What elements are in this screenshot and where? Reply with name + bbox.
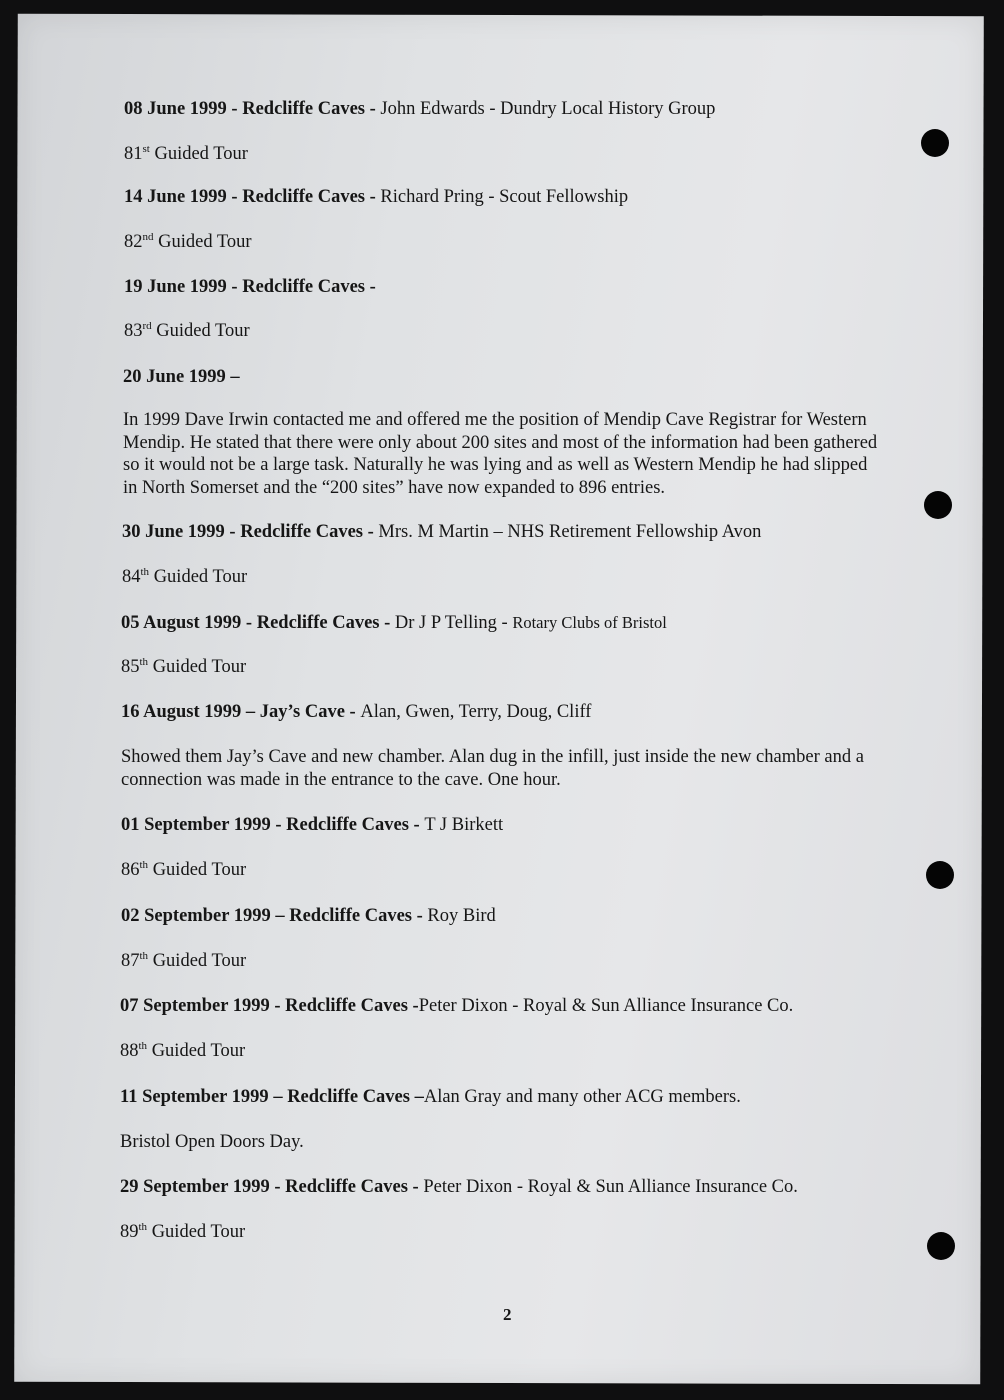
entry-place: Redcliffe Caves (285, 996, 408, 1016)
guided-tour-line (121, 950, 246, 973)
tour-ordinal-suffix: th (139, 859, 149, 871)
tour-number: 88 (120, 1041, 139, 1061)
entry-separator: - (226, 187, 243, 207)
entry-date: 01 September 1999 (121, 815, 271, 835)
entry-separator: - (411, 906, 428, 926)
entry-detail: John Edwards - Dundry Local History Group (380, 99, 716, 119)
entry-date: 08 June 1999 (124, 99, 227, 119)
tour-ordinal-suffix: st (142, 143, 150, 155)
entry-separator: - (365, 277, 376, 297)
open-doors-line: Bristol Open Doors Day. (120, 1132, 304, 1152)
tour-number: 84 (122, 567, 141, 587)
entry-separator: – (409, 1087, 424, 1107)
guided-tour-line (121, 656, 246, 679)
tour-label: Guided Tour (147, 1222, 246, 1242)
guided-tour-line (124, 143, 248, 166)
punch-hole (926, 861, 954, 889)
entry-detail: Mrs. M Martin – NHS Retirement Fellowship Avon (378, 522, 762, 542)
guided-tour-line (122, 566, 247, 589)
guided-tour-line (120, 1221, 245, 1244)
log-entry-heading (121, 905, 496, 928)
entry-place: Jay’s Cave (259, 702, 345, 722)
entry-date: 11 September 1999 (120, 1087, 269, 1107)
entry-place: Redcliffe Caves (242, 99, 365, 119)
registrar-paragraph: In 1999 Dave Irwin contacted me and offered me the position of Mendip Cave Registrar for Western Mendip. He stated that there were only about 200 sites and most of the information had been gathered so it would not be a large task. Naturally he was lying and as well as Western Mendip he had slipped in North Somerset and the “200 sites” have now expanded to 896 entries. (123, 410, 878, 498)
entry-separator: - (408, 815, 425, 835)
tour-label: Guided Tour (148, 860, 247, 880)
entry-separator: - (407, 1177, 424, 1197)
punch-hole (927, 1232, 955, 1260)
entry-separator: - (226, 99, 243, 119)
entry-date: 16 August 1999 (121, 702, 242, 722)
tour-ordinal-suffix: th (138, 1221, 148, 1233)
log-entry-heading (121, 701, 591, 724)
tour-label: Guided Tour (148, 951, 247, 971)
entry-date: 20 June 1999 – (123, 367, 240, 387)
log-entry-heading (121, 611, 667, 635)
log-entry-heading (121, 814, 503, 837)
entry-place: Redcliffe Caves (289, 906, 412, 926)
entry-separator: - (344, 702, 361, 722)
entry-separator: - (363, 522, 379, 542)
entry-separator: - (241, 613, 257, 633)
entry-separator: - (226, 277, 243, 297)
entry-separator: – (268, 1087, 288, 1107)
tour-label: Guided Tour (153, 232, 252, 252)
tour-ordinal-suffix: rd (142, 320, 152, 332)
entry-separator: - (365, 99, 381, 119)
entry-separator: - (269, 1177, 286, 1197)
log-entry-heading (124, 98, 715, 121)
entry-detail: Peter Dixon - Royal & Sun Alliance Insurance Co. (418, 996, 794, 1016)
entry-separator: - (379, 613, 395, 633)
entry-date: 19 June 1999 (124, 277, 227, 297)
entry-date: 02 September 1999 (121, 906, 271, 926)
tour-label: Guided Tour (151, 321, 250, 341)
log-entry-heading (120, 1086, 741, 1109)
guided-tour-line (124, 320, 250, 343)
tour-number: 83 (124, 321, 143, 341)
guided-tour-line (120, 1040, 245, 1063)
tour-number: 87 (121, 951, 140, 971)
entry-separator: - (365, 187, 381, 207)
tour-label: Guided Tour (149, 144, 248, 164)
entry-date: 05 August 1999 (121, 613, 242, 633)
tour-ordinal-suffix: nd (142, 231, 154, 243)
entry-place: Redcliffe Caves (287, 1087, 410, 1107)
entry-separator: - (407, 996, 419, 1016)
entry-place: Redcliffe Caves (286, 815, 409, 835)
log-entry-heading (124, 276, 376, 299)
entry-detail: T J Birkett (424, 815, 504, 835)
entry-separator: - (224, 522, 241, 542)
entry-detail: Alan Gray and many other ACG members. (423, 1087, 741, 1107)
tour-ordinal-suffix: th (140, 566, 150, 578)
entry-separator: – (270, 906, 290, 926)
log-entry-heading (124, 186, 628, 209)
guided-tour-line (124, 231, 252, 254)
tour-number: 89 (120, 1222, 139, 1242)
entry-detail: Roy Bird (427, 906, 496, 926)
entry-date: 30 June 1999 (122, 522, 225, 542)
log-entry-heading (122, 521, 761, 544)
tour-label: Guided Tour (147, 1041, 246, 1061)
entry-place: Redcliffe Caves (285, 1177, 408, 1197)
entry-separator: – (241, 702, 260, 722)
tour-number: 82 (124, 232, 143, 252)
entry-separator: - (269, 996, 286, 1016)
entry-detail: Richard Pring - Scout Fellowship (380, 187, 629, 207)
guided-tour-line (121, 859, 246, 882)
entry-place: Redcliffe Caves (256, 613, 380, 633)
tour-ordinal-suffix: th (138, 1040, 148, 1052)
tour-label: Guided Tour (149, 567, 248, 587)
entry-place: Redcliffe Caves (240, 522, 363, 542)
entry-separator: - (270, 815, 287, 835)
entry-place: Redcliffe Caves (242, 277, 365, 297)
jays-cave-paragraph: Showed them Jay’s Cave and new chamber. Alan dug in the infill, just inside the new chamber and a connection was made in the entrance to the cave. One hour. (121, 747, 864, 790)
tour-number: 86 (121, 860, 140, 880)
entry-date: 14 June 1999 (124, 187, 227, 207)
tour-ordinal-suffix: th (139, 950, 149, 962)
entry-place: Redcliffe Caves (242, 187, 365, 207)
punch-hole (924, 491, 952, 519)
entry-date: 07 September 1999 (120, 996, 270, 1016)
entry-detail: Peter Dixon - Royal & Sun Alliance Insurance Co. (423, 1177, 798, 1197)
punch-hole (921, 129, 949, 157)
entry-detail-small: Rotary Clubs of Bristol (512, 613, 667, 632)
log-entry-heading (123, 366, 240, 389)
entry-detail: Dr J P Telling - (394, 613, 513, 633)
tour-ordinal-suffix: th (139, 656, 149, 668)
tour-label: Guided Tour (148, 657, 247, 677)
page-number: 2 (503, 1305, 512, 1324)
entry-detail: Alan, Gwen, Terry, Doug, Cliff (360, 702, 592, 722)
log-entry-heading (120, 995, 793, 1018)
tour-number: 81 (124, 144, 143, 164)
entry-date: 29 September 1999 (120, 1177, 270, 1197)
log-entry-heading (120, 1176, 798, 1199)
tour-number: 85 (121, 657, 140, 677)
